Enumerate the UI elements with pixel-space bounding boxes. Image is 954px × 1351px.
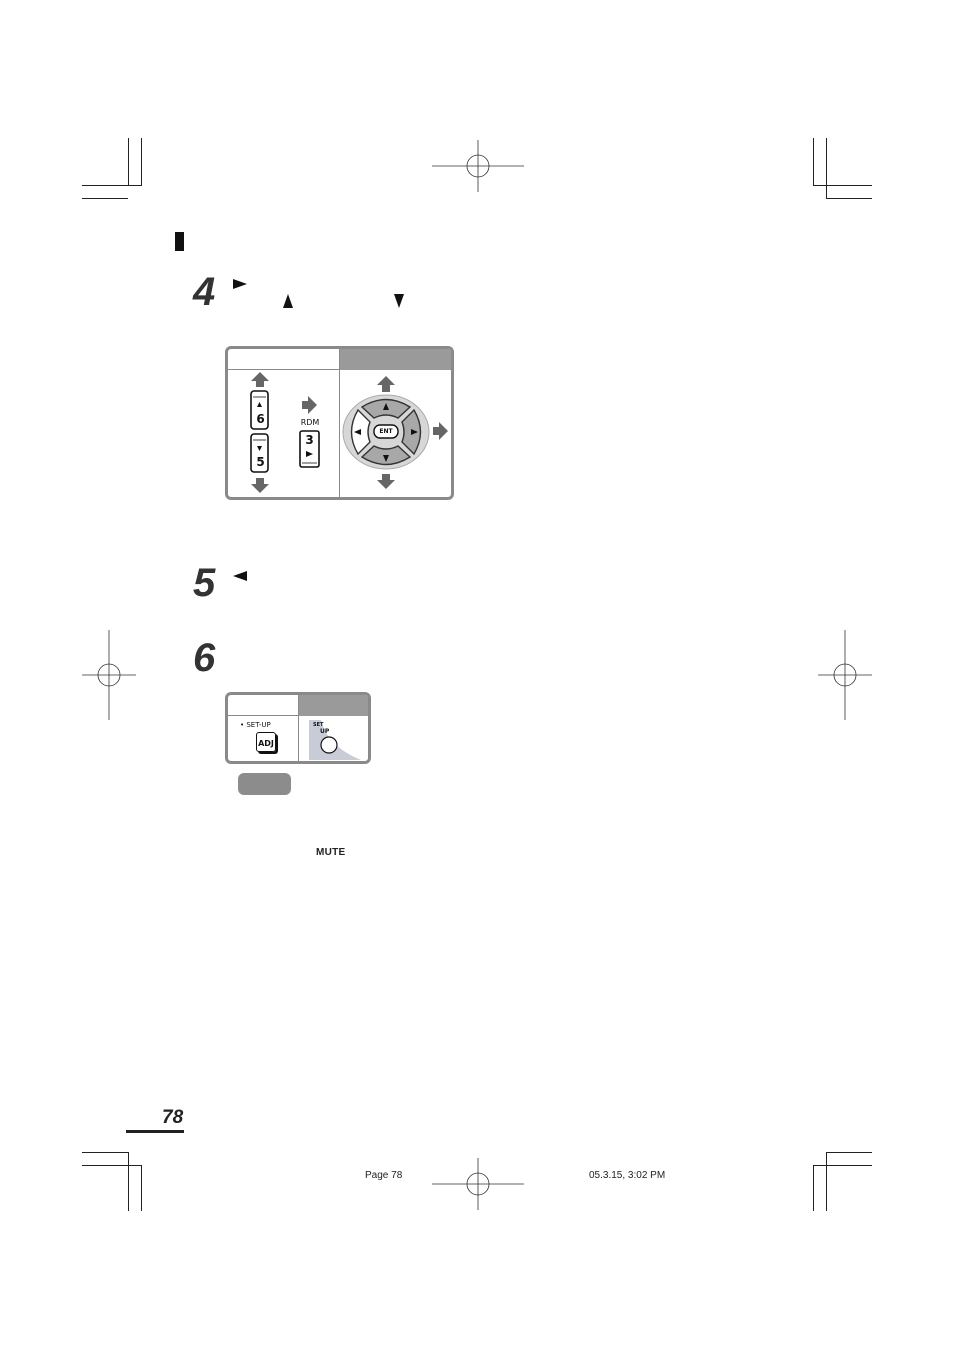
crop-line — [82, 1152, 128, 1153]
crop-line — [813, 1165, 872, 1166]
crop-line — [826, 198, 872, 199]
rdm-label: RDM — [300, 418, 320, 427]
crop-line — [82, 185, 142, 186]
key-3-label: 3 — [305, 433, 314, 447]
set-up-remote-label-2: UP — [320, 728, 330, 735]
note-badge — [238, 773, 291, 795]
footer-timestamp: 05.3.15, 3:02 PM — [589, 1170, 666, 1181]
crop-line — [813, 185, 872, 186]
enter-button-label: ENT — [379, 428, 393, 435]
remote-direction-pad — [340, 370, 454, 500]
crop-line — [82, 198, 128, 199]
step4-button-illustration — [225, 346, 454, 500]
crop-line — [82, 1165, 142, 1166]
arrow-up-icon — [377, 376, 395, 392]
crop-line — [128, 138, 129, 186]
crop-line — [826, 1152, 872, 1153]
unit-header — [228, 349, 339, 370]
setup-remote-button — [299, 716, 371, 764]
crop-line — [826, 138, 827, 199]
remote-header — [339, 349, 454, 370]
arrow-down-icon — [377, 474, 395, 489]
page-number-rule — [126, 1130, 184, 1133]
unit-header — [228, 695, 298, 716]
registration-mark-bottom — [432, 1158, 524, 1210]
arrow-up-icon — [251, 372, 269, 387]
arrow-right-icon — [302, 396, 317, 414]
arrow-down-icon — [251, 478, 269, 493]
right-triangle-icon — [233, 279, 247, 289]
step-5-number: 5 — [193, 561, 216, 605]
crop-line — [141, 138, 142, 186]
arrow-right-icon — [433, 422, 448, 440]
unit-buttons — [228, 370, 339, 500]
remote-header — [298, 695, 371, 716]
crop-line — [826, 1152, 827, 1211]
footer-page-text: Page 78 — [365, 1170, 403, 1181]
crop-line — [813, 1165, 814, 1211]
step-4-number: 4 — [193, 270, 216, 314]
adj-button — [256, 732, 276, 752]
section-marker — [175, 232, 184, 251]
registration-mark-top — [432, 140, 524, 192]
setup-label: • SET-UP — [240, 721, 271, 729]
step6-button-illustration — [225, 692, 371, 764]
step-6-number: 6 — [193, 636, 216, 680]
crop-line — [813, 138, 814, 186]
registration-mark-right — [818, 630, 872, 720]
mute-label: MUTE — [316, 847, 346, 858]
key-5-label: 5 — [256, 455, 265, 469]
up-triangle-icon — [283, 294, 293, 308]
adj-button-label: ADJ — [258, 739, 274, 748]
page-number: 78 — [162, 1107, 184, 1128]
left-triangle-icon — [233, 571, 247, 581]
crop-line — [128, 1152, 129, 1211]
down-triangle-icon — [394, 294, 404, 308]
key-6-label: 6 — [256, 412, 265, 426]
registration-mark-left — [82, 630, 136, 720]
set-up-remote-label-1: SET — [313, 722, 324, 728]
crop-line — [141, 1165, 142, 1211]
